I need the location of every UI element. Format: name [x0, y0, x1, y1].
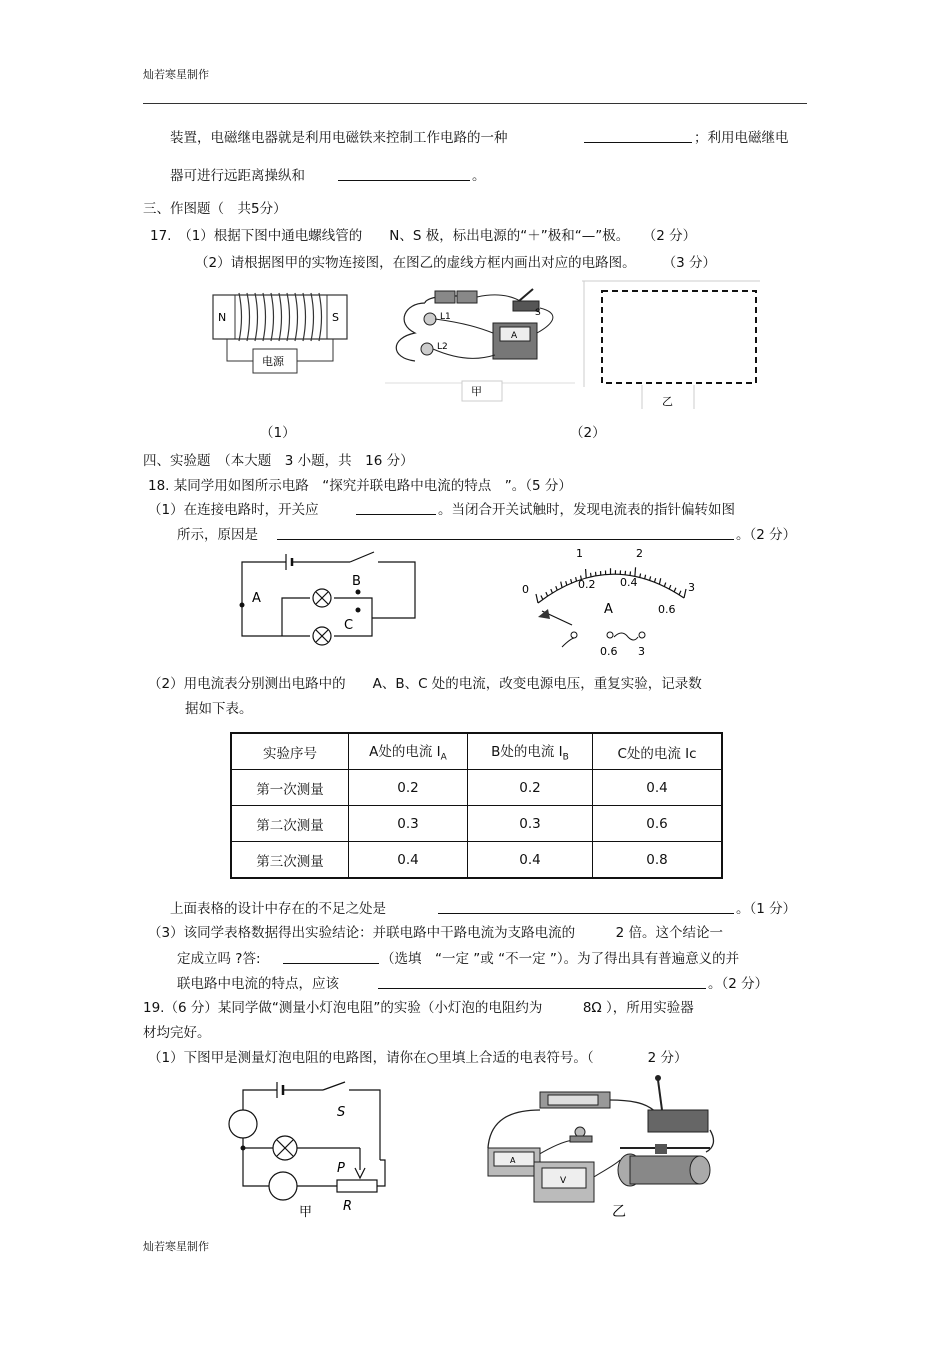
resistance-circuit-diagram	[225, 1080, 395, 1220]
table-header-row	[231, 733, 722, 770]
table-header: C处的电流 Ic	[593, 733, 723, 770]
dial-tick	[654, 578, 655, 582]
text-line: 器可进行远距离操纵和	[170, 168, 305, 184]
table-cell: 0.4	[468, 842, 593, 879]
dial-label-2: 2	[636, 547, 643, 560]
section-heading: 三、作图题（ 共5分）	[143, 201, 287, 217]
data-table	[230, 732, 723, 879]
question-17-part2: （2）请根据图甲的实物连接图，在图乙的虚线方框内画出对应的电路图。 （3 分）	[195, 255, 716, 271]
figure-yi-label: 乙	[612, 1204, 626, 1220]
solenoid-figure	[205, 285, 355, 385]
dial-tick	[640, 573, 641, 577]
question-19: 19.（6 分）某同学做“测量小灯泡电阻”的实验（小灯泡的电阻约为 8Ω ），所用实验器	[143, 1000, 694, 1016]
table-row	[231, 806, 722, 842]
switch-label: S	[535, 308, 541, 318]
terminal-06-label: 0.6	[600, 645, 618, 658]
answer-blank[interactable]	[584, 128, 692, 147]
coil-wrap	[271, 293, 274, 341]
question-19-part1: （1）下图甲是测量灯泡电阻的电路图，请你在○里填上合适的电表符号。（ 2 分）	[148, 1050, 688, 1066]
question-17: 17. （1）根据下图中通电螺线管的 N、S 极，标出电源的“＋”极和“—”极。 （2 分）	[150, 228, 697, 244]
physical-circuit-photo	[385, 283, 580, 403]
dial-tick	[669, 585, 671, 589]
dial-tick	[645, 575, 646, 579]
dial-label-06: 0.6	[658, 603, 676, 616]
answer-blank[interactable]	[378, 974, 706, 993]
text-line: 。（1 分）	[736, 901, 797, 917]
table-row	[231, 842, 722, 879]
coil-wrap	[311, 293, 314, 341]
coil-wrap	[247, 293, 250, 341]
slider-p-label: P	[337, 1161, 345, 1176]
text-line: 。当闭合开关试触时，发现电流表的指针偏转如图	[438, 502, 735, 518]
dial-tick	[546, 592, 548, 596]
coil-wrap	[295, 293, 298, 341]
physical-equipment-photo	[470, 1070, 720, 1220]
point-a-label: A	[252, 591, 261, 606]
dial-tick	[566, 581, 567, 585]
figure-yi-label: 乙	[662, 395, 673, 408]
answer-blank[interactable]	[438, 899, 734, 918]
coil-wrap	[303, 293, 306, 341]
dial-tick	[551, 589, 553, 593]
text-line: 装置，电磁继电器就是利用电磁铁来控制工作电路的一种	[170, 130, 508, 146]
question-18-part2: （2）用电流表分别测出电路中的 A、B、C 处的电流，改变电源电压，重复实验，记录数	[148, 676, 702, 692]
dial-tick	[541, 595, 543, 599]
text-line: （选填 “一定 ”或 “不一定 ”）。为了得出具有普遍意义的并	[381, 951, 740, 967]
dial-tick	[674, 588, 676, 592]
table-cell: 0.2	[468, 770, 593, 806]
dial-label-04: 0.4	[620, 576, 638, 589]
question-18-part3: （3）该同学表格数据得出实验结论：并联电路中干路电流为支路电流的 2 倍。这个结论一	[148, 925, 723, 941]
table-cell: 0.4	[593, 770, 723, 806]
figure-caption-2: （2）	[570, 425, 606, 441]
table-header: 实验序号	[231, 733, 349, 770]
lamp-l1-label: L1	[440, 312, 451, 322]
text-line: 。	[472, 168, 486, 184]
coil-wrap	[255, 293, 258, 341]
dial-tick	[561, 582, 562, 588]
coil-wrap	[287, 293, 290, 341]
dial-tick	[684, 589, 686, 598]
table-cell: 第一次测量	[231, 770, 349, 806]
ammeter-a-label: A	[510, 1156, 516, 1165]
parallel-circuit-diagram	[230, 548, 430, 648]
drawing-box-figure[interactable]	[582, 279, 762, 411]
dial-unit: A	[604, 602, 613, 617]
section-heading: 四、实验题 （本大题 3 小题，共 16 分）	[143, 453, 414, 469]
answer-blank[interactable]	[277, 525, 734, 544]
text-line: 。（2 分）	[736, 527, 797, 543]
point-c-label: C	[344, 618, 354, 633]
header-rule	[143, 103, 807, 104]
dial-tick	[556, 586, 557, 590]
dial-tick	[591, 573, 592, 577]
dial-tick	[571, 579, 572, 583]
dial-label-0: 0	[522, 583, 529, 596]
text-line: ；利用电磁继电	[694, 130, 789, 146]
answer-blank[interactable]	[283, 949, 379, 968]
dial-tick	[650, 576, 651, 580]
dial-label-3: 3	[688, 581, 695, 594]
text-line: 据如下表。	[185, 701, 253, 717]
dial-tick	[536, 594, 538, 603]
text-line: 联电路中电流的特点，应该	[177, 976, 339, 992]
dial-tick	[630, 571, 631, 575]
dial-tick	[586, 569, 587, 578]
answer-blank[interactable]	[338, 166, 470, 185]
lamp-l2-label: L2	[437, 342, 448, 352]
table-cell: 0.3	[349, 806, 468, 842]
figure-caption-1: （1）	[260, 425, 296, 441]
figure-jia-label: 甲	[299, 1205, 313, 1220]
table-cell: 第二次测量	[231, 806, 349, 842]
resistor-r-label: R	[343, 1199, 353, 1214]
dial-tick	[659, 578, 660, 584]
dial-label-1: 1	[576, 547, 583, 560]
page-footer: 灿若寒星制作	[143, 1240, 209, 1253]
text-line: 上面表格的设计中存在的不足之处是	[170, 901, 386, 917]
figure-jia-label: 甲	[471, 385, 482, 398]
table-cell: 0.4	[349, 842, 468, 879]
text-line: 所示，原因是	[177, 527, 258, 543]
table-header: A处的电流 $I_A$	[349, 733, 468, 770]
table-cell: 第三次测量	[231, 842, 349, 879]
table-row	[231, 770, 722, 806]
coil-wrap	[239, 293, 242, 341]
text-line: 定成立吗 ?答:	[177, 951, 261, 967]
table-cell: 0.6	[593, 806, 723, 842]
terminal-3-label: 3	[638, 645, 645, 658]
table-header: B处的电流 $I_B$	[468, 733, 593, 770]
pole-n-label: N	[218, 311, 227, 324]
ammeter-label: A	[511, 331, 518, 341]
point-b-label: B	[352, 574, 361, 589]
power-source-label: 电源	[262, 355, 284, 368]
dial-label-02: 0.2	[578, 578, 596, 591]
switch-s-label: S	[337, 1105, 346, 1120]
dial-tick	[664, 583, 665, 587]
dial-tick	[576, 577, 577, 581]
dial-tick	[635, 567, 636, 576]
table-cell: 0.3	[468, 806, 593, 842]
coil-wrap	[319, 293, 322, 341]
pole-s-label: S	[332, 311, 339, 324]
table-cell: 0.8	[593, 842, 723, 879]
dial-tick	[679, 591, 681, 595]
page-header: 灿若寒星制作	[143, 68, 209, 81]
question-18-part1: （1）在连接电路时，开关应	[148, 502, 319, 518]
voltmeter-v-label: V	[560, 1176, 567, 1186]
table-cell: 0.2	[349, 770, 468, 806]
question-18: 18. 某同学用如图所示电路 “探究并联电路中电流的特点 ”。（5 分）	[148, 478, 572, 494]
ammeter-dial	[510, 543, 710, 661]
text-line: 。（2 分）	[708, 976, 769, 992]
text-line: 材均完好。	[143, 1025, 211, 1041]
coil-wrap	[279, 293, 282, 341]
answer-blank[interactable]	[356, 500, 436, 519]
coil-wrap	[263, 293, 266, 341]
